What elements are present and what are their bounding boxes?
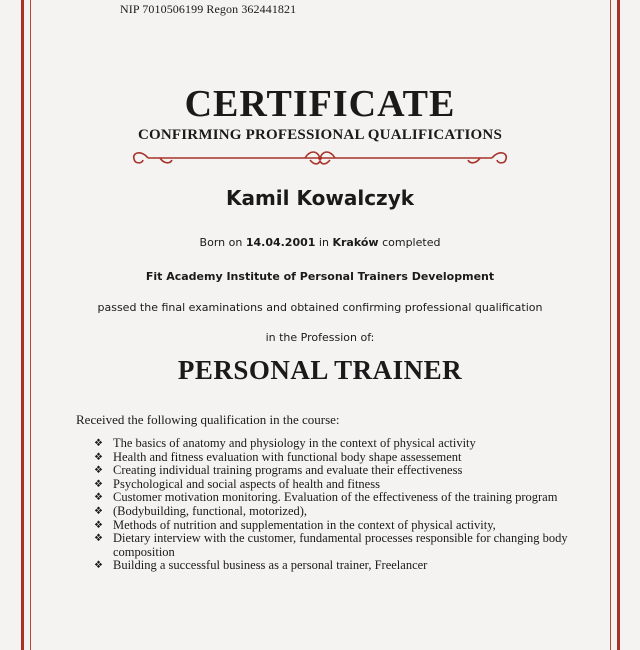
diamond-bullet-icon: ❖: [94, 438, 103, 449]
certificate-title: CERTIFICATE: [184, 83, 456, 125]
course-item: [94, 491, 574, 505]
course-item: [94, 451, 574, 465]
course-item: [94, 519, 574, 533]
ornament-divider-icon: [130, 147, 510, 169]
course-item: [94, 437, 574, 451]
course-list: [94, 437, 574, 573]
passed-statement: passed the final examinations and obtained confirming professional qualification: [97, 301, 543, 314]
course-text: Dietary interview with the customer, fundamental processes responsible for changing body composition: [113, 531, 568, 559]
course-text: (Bodybuilding, functional, motorized),: [113, 503, 308, 518]
birth-place: Kraków: [332, 236, 379, 249]
diamond-bullet-icon: ❖: [94, 478, 103, 490]
nip-regon-text: NIP 7010506199 Regon 362441821: [120, 2, 297, 16]
diamond-bullet-icon: ❖: [94, 465, 103, 477]
recipient-name: Kamil Kowalczyk: [225, 186, 415, 210]
institution-name: Fit Academy Institute of Personal Trainers Development: [145, 270, 495, 283]
received-intro: Received the following qualification in the course:: [76, 412, 340, 427]
born-in: in: [318, 236, 329, 249]
born-suffix: completed: [382, 236, 441, 249]
birth-date: 14.04.2001: [245, 236, 316, 249]
birth-info: [0, 236, 640, 249]
diamond-bullet-icon: ❖: [94, 533, 103, 545]
diamond-bullet-icon: ❖: [94, 519, 103, 531]
diamond-bullet-icon: ❖: [94, 560, 103, 572]
course-text: Health and fitness evaluation with functional body shape assessement: [113, 449, 462, 464]
profession-title: PERSONAL TRAINER: [177, 355, 463, 385]
course-text: The basics of anatomy and physiology in the context of physical activity: [113, 436, 476, 450]
course-item: [94, 505, 574, 519]
course-text: Methods of nutrition and supplementation in the context of physical activity,: [113, 517, 496, 532]
course-text: Psychological and social aspects of health and fitness: [113, 476, 380, 491]
course-text: Customer motivation monitoring. Evaluation of the effectiveness of the training program: [113, 490, 558, 505]
course-item: [94, 478, 574, 492]
diamond-bullet-icon: ❖: [94, 505, 103, 517]
course-item: [94, 532, 574, 559]
course-item: [94, 559, 574, 573]
diamond-bullet-icon: ❖: [94, 492, 103, 504]
course-item: [94, 464, 574, 478]
born-prefix: Born on: [199, 236, 243, 249]
certificate-subtitle: CONFIRMING PROFESSIONAL QUALIFICATIONS: [137, 127, 503, 143]
diamond-bullet-icon: ❖: [94, 451, 103, 463]
course-text: Creating individual training programs and evaluate their effectiveness: [113, 463, 463, 478]
course-text: Building a successful business as a personal trainer, Freelancer: [113, 558, 428, 573]
profession-intro: in the Profession of:: [265, 331, 375, 344]
